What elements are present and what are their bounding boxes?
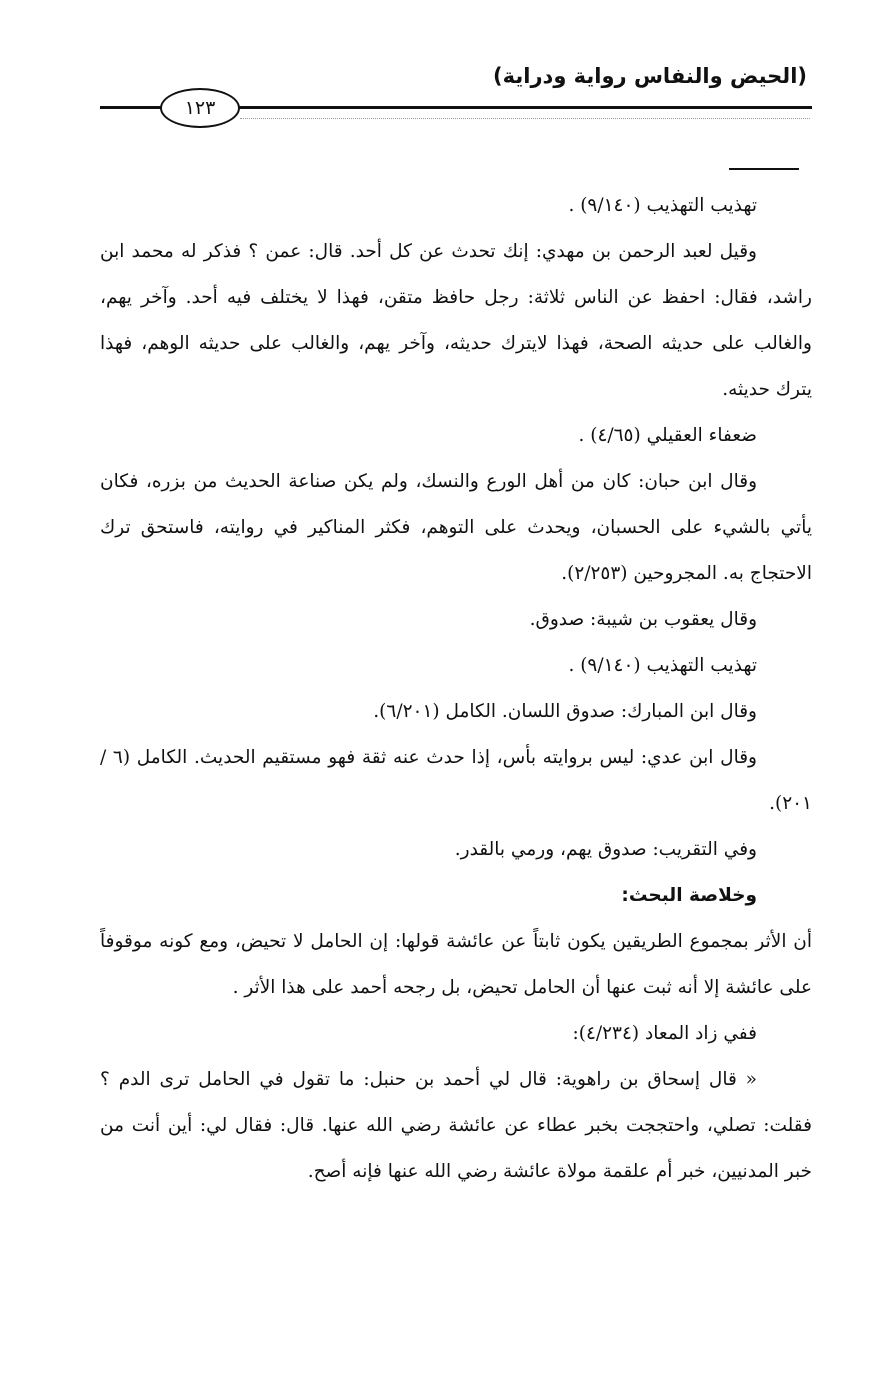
- body-text: [100, 183, 812, 1195]
- page-number: ١٢٣: [160, 88, 240, 128]
- paragraph-zad-al-maad: ففي زاد المعاد (٤/٢٣٤):: [572, 1023, 757, 1044]
- running-title: (الحيض والنفاس رواية ودراية): [493, 64, 807, 88]
- paragraph-ibn-hibban: وقال ابن حبان: كان من أهل الورع والنسك، ولم يكن صناعة الحديث من بزره، فكان يأتي بالشيء على الحسبان، ويحدث على التوهم، فكثر المناكير في روايته، فاستحق ترك الاحتجاج به. المجروحين (٢/٢٥٣).: [100, 471, 812, 584]
- paragraph-taqrib: وفي التقريب: صدوق يهم، ورمي بالقدر.: [454, 839, 757, 860]
- section-heading-summary: وخلاصة البحث:: [621, 885, 757, 906]
- paragraph-ishaq-quote: « قال إسحاق بن راهوية: قال لي أحمد بن حنبل: ما تقول في الحامل ترى الدم ؟ فقلت: تصلي، واحتججت بخبر عطاء عن عائشة رضي الله عنها. قال: فقال لي: أين أنت من خبر المدنيين، خبر أم علقمة مولاة عائشة رضي الله عنها فإنه أصح.: [100, 1069, 812, 1182]
- footnote-separator: [729, 168, 799, 170]
- paragraph-yaqub: وقال يعقوب بن شيبة: صدوق.: [529, 609, 757, 630]
- citation-tahdhib-2: تهذيب التهذيب (٩/١٤٠) .: [568, 655, 757, 676]
- citation-uqayli: ضعفاء العقيلي (٤/٦٥) .: [578, 425, 757, 446]
- paragraph-summary: أن الأثر بمجموع الطريقين يكون ثابتاً عن عائشة قولها: إن الحامل لا تحيض، ومع كونه موقوفاً على عائشة إلا أنه ثبت عنها أن الحامل تحيض، بل رجحه أحمد على هذا الأثر .: [100, 931, 812, 998]
- paragraph-ibn-adi: وقال ابن عدي: ليس بروايته بأس، إذا حدث عنه ثقة فهو مستقيم الحديث. الكامل (٦ /٢٠١).: [100, 747, 812, 814]
- header-dotted-rule: [240, 118, 810, 119]
- paragraph-ibn-mahdi: وقيل لعبد الرحمن بن مهدي: إنك تحدث عن كل أحد. قال: عمن ؟ فذكر له محمد ابن راشد، فقال: احفظ عن الناس ثلاثة: رجل حافظ متقن، فهذا لا يختلف فيه أحد. وآخر يهم، والغالب على حديثه الصحة، فهذا لايترك حديثه، وآخر يهم، والغالب على حديثه الوهم، فهذا يترك حديثه.: [100, 241, 812, 400]
- paragraph-ibn-mubarak: وقال ابن المبارك: صدوق اللسان. الكامل (٦/٢٠١).: [373, 701, 757, 722]
- citation-tahdhib-1: تهذيب التهذيب (٩/١٤٠) .: [568, 195, 757, 216]
